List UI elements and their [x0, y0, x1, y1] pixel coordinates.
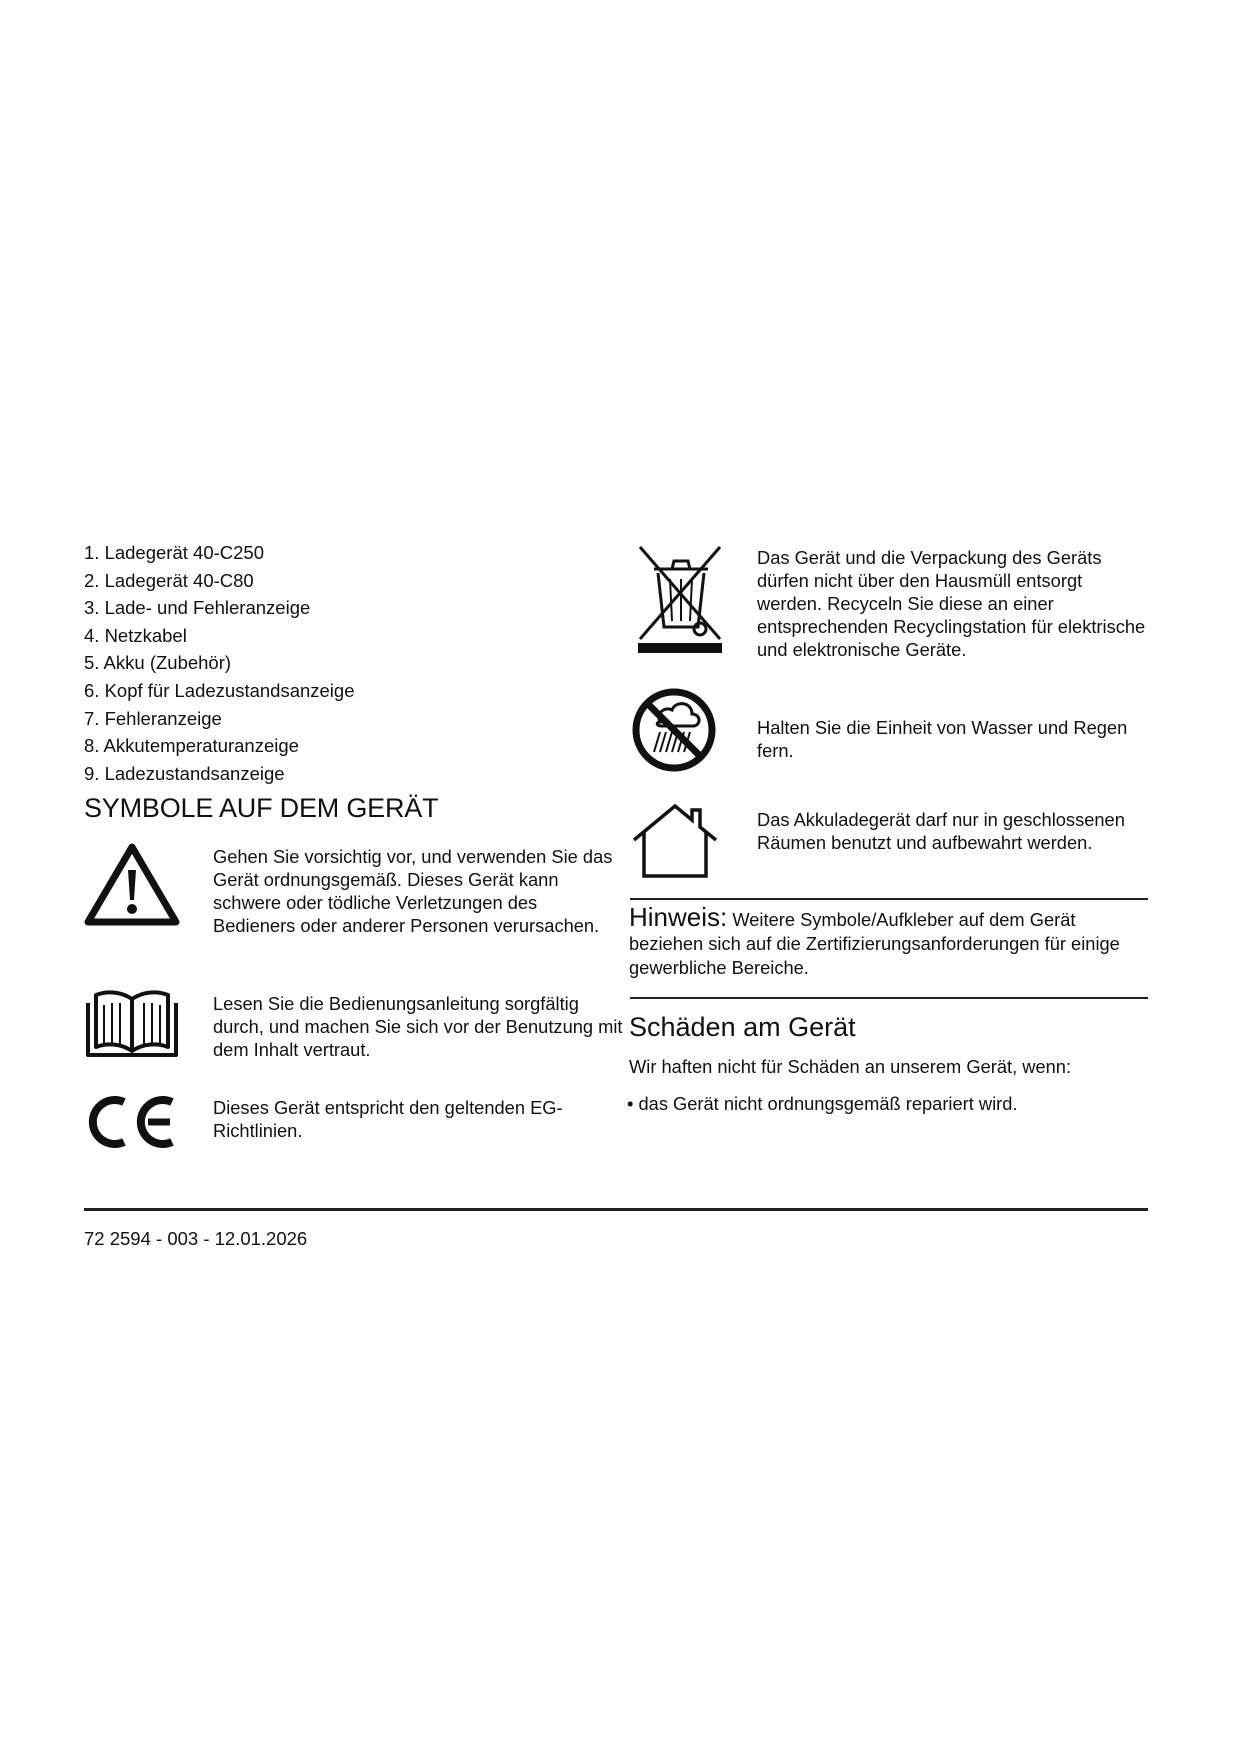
footer-doc-number: 72 2594 - 003 - 12.01.2026 — [84, 1228, 308, 1249]
list-item: 5. Akku (Zubehör) — [84, 652, 232, 674]
manual-text: Lesen Sie die Bedienungsanleitung sorgfältig durch, und machen Sie sich vor der Benutzung mit dem Inhalt vertraut. — [213, 993, 623, 1060]
ce-mark-icon — [84, 1092, 180, 1152]
ce-text: Dieses Gerät entspricht den geltenden EG-Richtlinien. — [213, 1097, 563, 1141]
list-item: 6. Kopf für Ladezustandsanzeige — [84, 679, 355, 701]
list-item: 2. Ladegerät 40-C80 — [84, 569, 254, 591]
list-item: 8. Akkutemperaturanzeige — [84, 735, 299, 757]
parts-list — [84, 539, 604, 787]
footer-rule — [84, 1208, 1148, 1211]
note-label: Hinweis: — [629, 902, 728, 932]
warning-text: Gehen Sie vorsichtig vor, und verwenden Sie das Gerät ordnungsgemäß. Dieses Gerät kann schwere oder tödliche Verletzungen des Bedieners oder anderer Personen verursachen. — [213, 846, 613, 936]
crossed-bin-icon — [636, 543, 724, 655]
damage-heading: Schäden am Gerät — [629, 1012, 856, 1042]
house-icon — [630, 800, 720, 880]
house-text: Das Akkuladegerät darf nur in geschlossenen Räumen benutzt und aufbewahrt werden. — [757, 809, 1125, 853]
note-paragraph — [629, 902, 1149, 980]
divider — [630, 997, 1148, 999]
divider — [630, 898, 1148, 900]
rain-text: Halten Sie die Einheit von Wasser und Regen fern. — [757, 717, 1128, 761]
symbols-heading: SYMBOLE AUF DEM GERÄT — [84, 793, 439, 823]
list-item: 4. Netzkabel — [84, 624, 187, 646]
list-item: 9. Ladezustandsanzeige — [84, 762, 285, 784]
list-item: 3. Lade- und Fehleranzeige — [84, 597, 311, 619]
bin-text: Das Gerät und die Verpackung des Geräts dürfen nicht über den Hausmüll entsorgt werden. Recyceln Sie diese an einer entsprechenden Recyclingstation für elektrische und elektronische Geräte. — [757, 547, 1146, 660]
list-item: 7. Fehleranzeige — [84, 707, 222, 729]
damage-intro: Wir haften nicht für Schäden an unserem Gerät, wenn: — [629, 1056, 1072, 1077]
note-text: Weitere Symbole/Aufkleber auf dem Gerät beziehen sich auf die Zertifizierungsanforderungen für einige gewerbliche Bereiche. — [629, 909, 1120, 978]
manual-book-icon — [84, 985, 180, 1059]
damage-bullet: • das Gerät nicht ordnungsgemäß repariert wird. — [627, 1093, 1018, 1114]
list-item: 1. Ladegerät 40-C250 — [84, 542, 264, 563]
warning-triangle-icon — [84, 842, 180, 928]
no-rain-icon — [630, 686, 718, 774]
